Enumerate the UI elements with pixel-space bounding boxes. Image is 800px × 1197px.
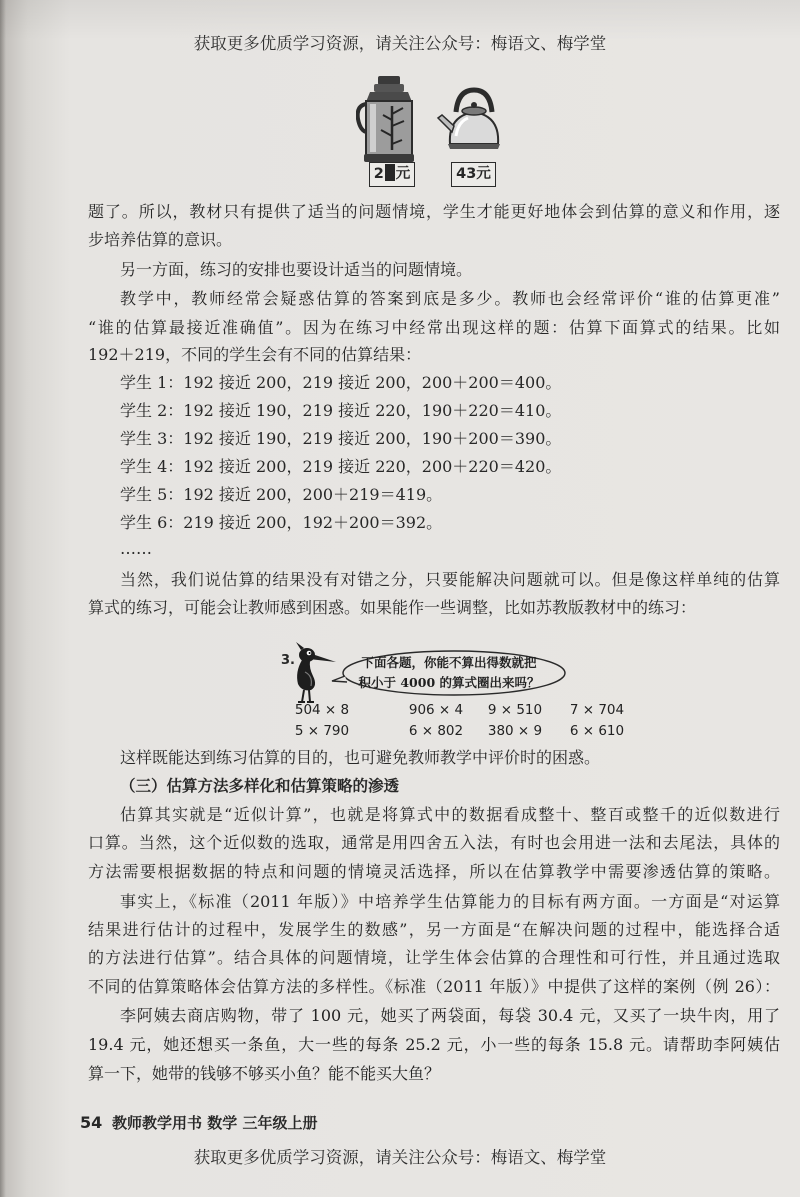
example-text-line: 算一下，她带的钱够不够买小鱼？能不能买大鱼？ [88,1064,441,1083]
bubble-text-line: 积小于 4000 的算式圈出来吗？ [358,675,540,690]
student-estimate-line: 学生 6：219 接近 200，192＋200＝392。 [120,513,443,532]
expression-cell: 9 × 510 [487,702,543,718]
example-text-line: 19.4 元，她还想买一条鱼，大一些的每条 25.2 元，小一些的每条 15.8 元。请帮助李阿姨估 [88,1035,780,1054]
example-text-line: 李阿姨去商店购物，带了 100 元，她买了两袋面，每袋 30.4 元，又买了一块牛肉，用了 [120,1006,780,1025]
price-tag-thermos [369,162,415,187]
expression-cell: 7 × 704 [569,702,625,718]
body-text-line: 事实上，《标准（2011 年版）》中培养学生估算能力的目标有两方面。一方面是“对运算 [120,892,780,911]
body-text-line: 不同的估算策略体会估算方法的多样性。《标准（2011 年版）》中提供了这样的案例（例 26）： [88,977,780,996]
body-text-line: 另一方面，练习的安排也要设计适当的问题情境。 [120,260,473,279]
body-text-line: 步培养估算的意识。 [88,230,233,249]
bubble-text-line: 下面各题，你能不算出得数就把 [361,655,537,670]
book-title: 教师教学用书 数学 三年级上册 [112,1114,318,1132]
student-estimate-line: 学生 4：192 接近 200，219 接近 220，200＋220＝420。 [120,457,562,476]
expression-cell: 6 × 610 [569,723,625,739]
student-estimate-line: 学生 5：192 接近 200，200＋219＝419。 [120,485,443,504]
student-estimate-line: 学生 1：192 接近 200，219 接近 200，200＋200＝400。 [120,373,562,392]
body-text-line: 算式的练习，可能会让教师感到困惑。如果能作一些调整，比如苏教版教材中的练习： [88,598,697,617]
body-text-line: 192＋219，不同的学生会有不同的估算结果： [88,345,422,364]
bottom-banner: 获取更多优质学习资源，请关注公众号：梅语文、梅学堂 [193,1148,607,1167]
page-number: 54 [80,1113,103,1132]
body-text-line: 题了。所以，教材只有提供了适当的问题情境，学生才能更好地体会到估算的意义和作用，逐 [88,202,780,221]
expression-cell: 6 × 802 [408,723,464,739]
body-text-line: “谁的估算最接近准确值”。因为在练习中经常出现这样的题：估算下面算式的结果。比如 [88,318,780,337]
body-text-line: 的方法进行估算”。结合具体的问题情境，让学生体会估算的合理性和可行性，并且通过选取 [88,948,780,967]
body-text-line: 当然，我们说估算的结果没有对错之分，只要能解决问题就可以。但是像这样单纯的估算 [120,570,780,589]
student-estimate-line: 学生 2：192 接近 190，219 接近 220，190＋220＝410。 [120,401,562,420]
expression-cell: 504 × 8 [294,702,350,718]
body-text-line: 方法需要根据数据的特点和问题的情境灵活选择，所以在估算教学中需要渗透估算的策略。 [88,862,780,881]
top-banner: 获取更多优质学习资源，请关注公众号：梅语文、梅学堂 [193,34,607,53]
ellipsis: …… [120,539,152,558]
expression-cell: 906 × 4 [408,702,464,718]
expression-cell: 5 × 790 [294,723,350,739]
body-text-line: 口算。当然，这个近似数的选取，通常是用四舍五入法，有时也会用进一法和去尾法，具体的 [88,833,780,852]
price-tag-kettle: 43元 [451,162,496,187]
body-text-line: 估算其实就是“近似计算”，也就是将算式中的数据看成整十、整百或整千的近似数进行 [120,805,780,824]
exercise-number: 3. [281,653,295,668]
body-text-line: 教学中，教师经常会疑惑估算的答案到底是多少。教师也会经常评价“谁的估算更准” [120,289,780,308]
price-tag-unit: 元 [395,166,411,182]
expression-cell: 380 × 9 [487,723,543,739]
student-estimate-line: 学生 3：192 接近 190，219 接近 200，190＋200＝390。 [120,429,562,448]
kettle-icon [436,86,508,152]
body-text-line: 这样既能达到练习估算的目的，也可避免教师教学中评价时的困惑。 [120,748,601,767]
ink-blot [385,164,395,181]
price-tag-digit: 2 [373,166,384,182]
body-text-line: 结果进行估计的过程中，发展学生的数感”，另一方面是“在解决问题的过程中，能选择合适 [88,920,780,939]
thermos-icon [356,74,424,164]
section-heading: （三）估算方法多样化和估算策略的渗透 [120,777,400,795]
